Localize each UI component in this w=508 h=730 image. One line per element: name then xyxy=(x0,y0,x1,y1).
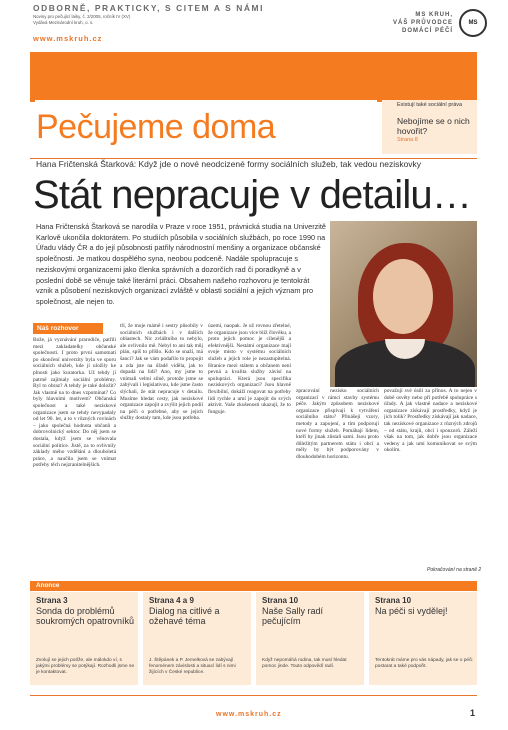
sidebar-page-link[interactable]: Strana 8 xyxy=(397,137,418,143)
page-number: 1 xyxy=(470,708,476,718)
article-intro: Hana Fričtenská Štarková se narodila v Praze v roce 1951, právnická studia na Univerzitě Karlově ukončila doktorátem. Po studiích působila v sociálních službách, po roce 1990 na Úřadu vlády ČR a do její působnosti patřily národnostní menšiny a organizace občanské společnosti. Je matkou dospělého syna, neobou podceně. Nadále spolupracuje s neziskovými organizacemi jako členka správních a dozorčích rad či poradkyně a v poslední době se věnuje také literární práci. Obsahem našeho rozhovoru je tentokrát vznik a působení neziskových organizací zvláště v oblasti sociální a jejich význam pro společnost, ale nejen to. xyxy=(36,222,326,306)
issue-line: Noviny pro pečující laiky, č. 2/2005, ročník IV (XV) xyxy=(33,14,131,19)
org-line-2: VÁŠ PRŮVODCE xyxy=(392,20,453,26)
article-column-5: považují své úsilí za přínos. A to nejen v době osvěty nebo při potřebě spolupráce s úřady. A jak vlastně nadace a neziskové organizace získávají prostředky, když je jich tolik? Prostředky získávají jak nadace, tak neziskové organizace z různých zdrojů – od státu, krajů, obcí i sponzorů. Záleží však na tom, jak dobře jsou organizace vedeny a jak umí komunikovat se svým okolím. xyxy=(384,388,477,454)
article-column-1: Bože, já vyznávání prarodiče, patřili mezi zakladatelky občanské společnosti. I proto první samotnatí po skončení univerzity byla ve sporu sociálních služeb, kde jí uložily ke plnosti jako kuratorka. Už tehdy jí patrně zajímaly sociální problémy. Byl to obraz? A tehdy je také doložit? Jak vlastně na to dnes vzpomínat? Co byly hlavními motivem? Občanská společnost a také neziskové organizace jsem se tehdy nevypadaly od let 90. let, a to v různých rovinách – jako společná hodnota občanů a dobrovolnický sektor. Do něj jsem se dostala, když jsem se věnovala sociální politice. Jistě, za to ovlivnily základy mého vzdělání a dlouholetá práce, a naučila jsem se vnímat potřeby těch nejzranitelnějších. xyxy=(33,337,116,469)
teaser-2-page: Strana 4 a 9 xyxy=(149,596,194,605)
section-tag: Náš rozhovor xyxy=(33,323,103,334)
tagline: ODBORNĚ, PRAKTICKY, S CITEM A S NÁMI xyxy=(33,3,264,13)
teaser-2-body: J. Štěpánek a P. Jemelková se zabývají fenoménem závislosti a situací lidí s nimi žijících v České republice. xyxy=(149,658,236,675)
footer-divider xyxy=(30,695,477,696)
teaser-1-body: Zvolují se jejich potíže, ale málokdo ví, s jakými problémy se potýkají. Rozhodli jsme se je kontaktovat. xyxy=(36,658,135,675)
teaser-3-body: Když nepomáhá rodina, tak musí hledat pomoc jinde. Touto odpovědí radí. xyxy=(262,658,347,669)
article-column-2: tří, že moje mámě i sestry působily v sociálních službách i v dalších oblastech. Nic zvláštního to nebylo, ale ovlivnilo mě. Nebyl to ani tak můj plán, spíš to přišlo. Kdo se snaží, má šanci? Jak se vám podařilo to propojit a zda jste na úřadě viděla, jak to dopadá na lidi? Ano, my jsme to vnímali velmi silně, protože jsme se zabývali i legislativou, kde jsme často slýchali, že stát nepracuje v detailu. Musíme hledat cesty, jak neziskové organizace zapojit a zvýšit jejich podíl na péči o potřebné, aby se jejich služby dostaly tam, kde jsou potřeba. xyxy=(120,323,203,422)
issue-info xyxy=(33,14,130,26)
article-column-4: zpracování nezisku sociálních organizací v rámci stavby systému péče. Jakým způsobem neziskové organizace přispívají k vytváření sociálního státu? Přinášejí vzory, metody a zapojení, a tím podporují nové formy služeb. Pomáhají lidem, kteří by jinak zůstali sami. Jsou proto důležitým partnerem státu i obcí a měly by být podporovány v dlouhodobém horizontu. xyxy=(296,388,379,460)
article-column-3: území, naopak. Je už rovnou zřetelné, že organizace jsou více blíž člověku, a proto jejich pomoc je cílenější a efektivnější. Nestátní organizace mají svoje místo v systému sociálních služeb a jejich role je nezastupitelná. Hranice mezi státem a občanem není pevná a kvalita služby závisí na spolupráci. Která jsou specifika neziskových organizací? Jsou hlavně flexibilní, dokáží reagovat na potřeby lidí rychle a umí je zapojit do svých aktivit. Vaše zkušenosti ukazují, že to funguje. xyxy=(208,323,291,415)
anonce-label: Anonce xyxy=(36,582,60,589)
org-line-1: MS KRUH, xyxy=(415,12,453,18)
teaser-4-body: Tentokrát máme pro vás nápady, jak se o péči postarat a také podpořit. xyxy=(375,658,473,669)
masthead-band xyxy=(30,52,477,102)
teaser-3-title: Naše Sally radí pečujícím xyxy=(262,606,324,626)
sidebar-intro: Existují také sociální práva xyxy=(397,102,463,108)
sidebar-question: Nebojíme se o nich hovořit? xyxy=(397,116,470,136)
teaser-4-page: Strana 10 xyxy=(375,596,412,605)
teaser-4-title: Na péči si vydělej! xyxy=(375,606,448,616)
teaser-3-page: Strana 10 xyxy=(262,596,299,605)
ms-kruh-logo: MS xyxy=(459,9,487,37)
masthead-title: Pečujeme doma xyxy=(36,108,276,146)
publisher-line: Vydává Mezinárodní kruh, o. s. xyxy=(33,20,94,25)
continued-note[interactable]: Pokračování na straně 2 xyxy=(427,567,482,573)
website-link[interactable]: www.mskruh.cz xyxy=(33,34,103,43)
teaser-1-page: Strana 3 xyxy=(36,596,68,605)
anonce-bar xyxy=(30,581,477,591)
org-line-3: DOMÁCÍ PÉČÍ xyxy=(401,28,453,34)
org-motto xyxy=(393,11,453,35)
portrait-photo xyxy=(330,221,477,387)
footer-website-link[interactable]: www.mskruh.cz xyxy=(216,711,282,718)
article-subtitle: Hana Fričtenská Štarková: Když jde o nové neodcizené formy sociálních služeb, tak vedou neziskovky xyxy=(36,159,422,169)
teaser-1-title: Sonda do problémů soukromých opatrovníků xyxy=(36,606,135,626)
teaser-2-title: Dialog na citlivé a ožehavé téma xyxy=(149,606,220,626)
article-headline: Stát nepracuje v detailu… xyxy=(33,173,472,217)
photo-face xyxy=(373,259,433,334)
